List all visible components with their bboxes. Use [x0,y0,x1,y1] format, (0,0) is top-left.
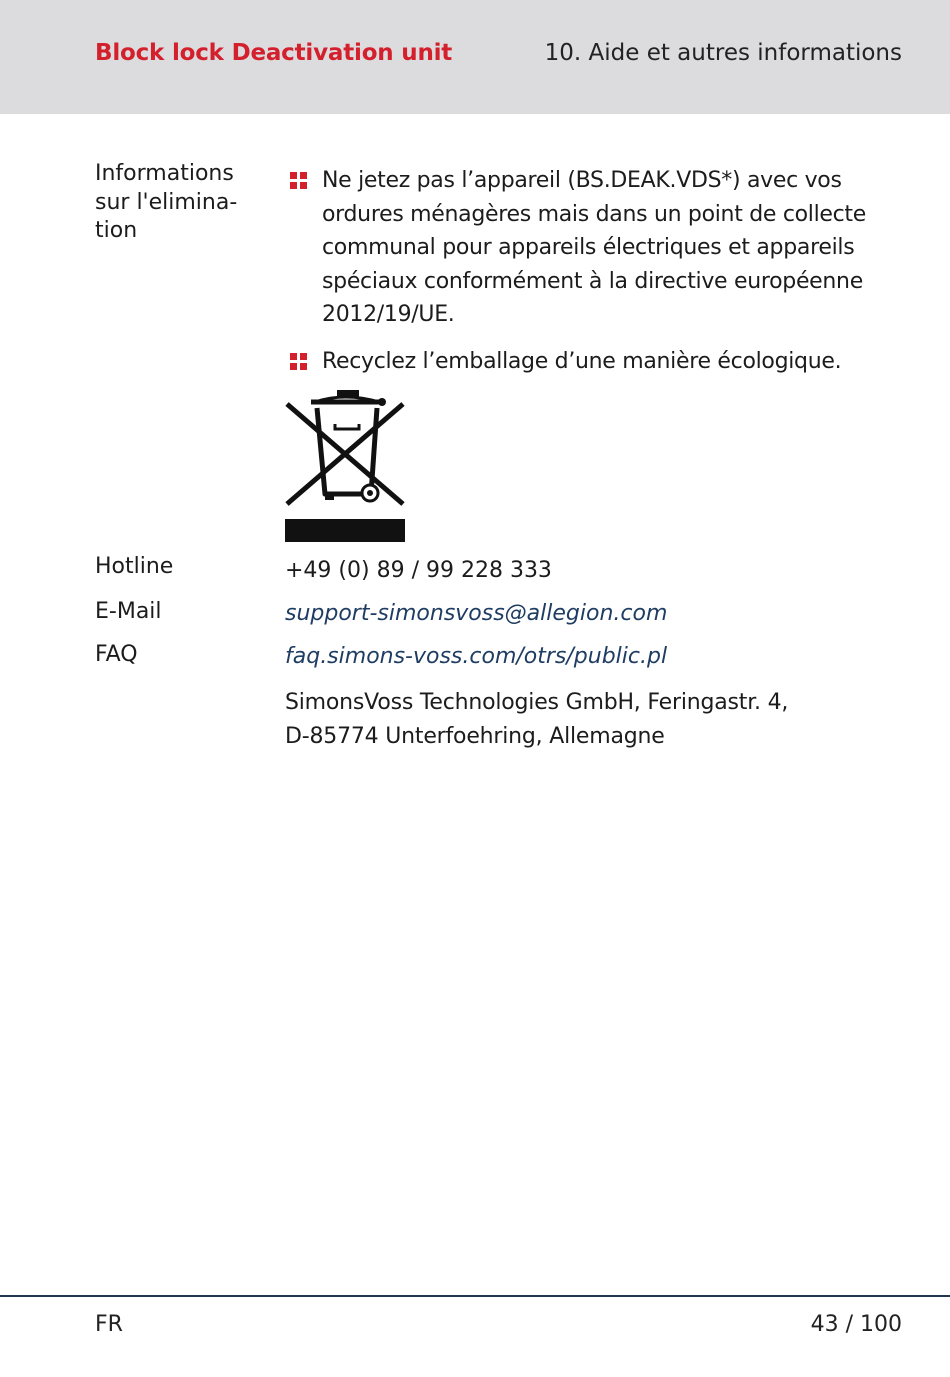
disposal-bullet-2: Recyclez l’emballage d’une manière écologique. [322,349,842,374]
chapter-title: 10. Aide et autres informations [544,40,902,66]
disposal-bullet-1: Ne jetez pas l’appareil (BS.DEAK.VDS*) avec vos ordures ménagères mais dans un point de collecte communal pour appareils électriques et appareils spéciaux conformément à la directive européenne 2012/19/UE. [322,168,866,327]
disposal-label: Informations sur l'elimina- tion [95,161,238,243]
email-label: E-Mail [95,599,162,624]
crossed-out-wheelie-bin-icon [285,388,405,544]
bullet-icon [290,353,307,370]
page-header [0,0,950,114]
footer-divider [0,1295,950,1297]
footer-language: FR [95,1312,123,1337]
faq-link[interactable]: faq.simons-voss.com/otrs/public.pl [285,644,668,669]
document-title: Block lock Deactivation unit [95,40,453,66]
bullet-icon [290,172,307,189]
hotline-label: Hotline [95,554,174,579]
hotline-value: +49 (0) 89 / 99 228 333 [285,558,552,583]
email-link[interactable]: support-simonsvoss@allegion.com [285,601,668,626]
page-number: 43 / 100 [810,1312,902,1337]
faq-label: FAQ [95,642,138,667]
company-address: SimonsVoss Technologies GmbH, Feringastr. 4, D-85774 Unterfoehring, Allemagne [285,690,789,749]
